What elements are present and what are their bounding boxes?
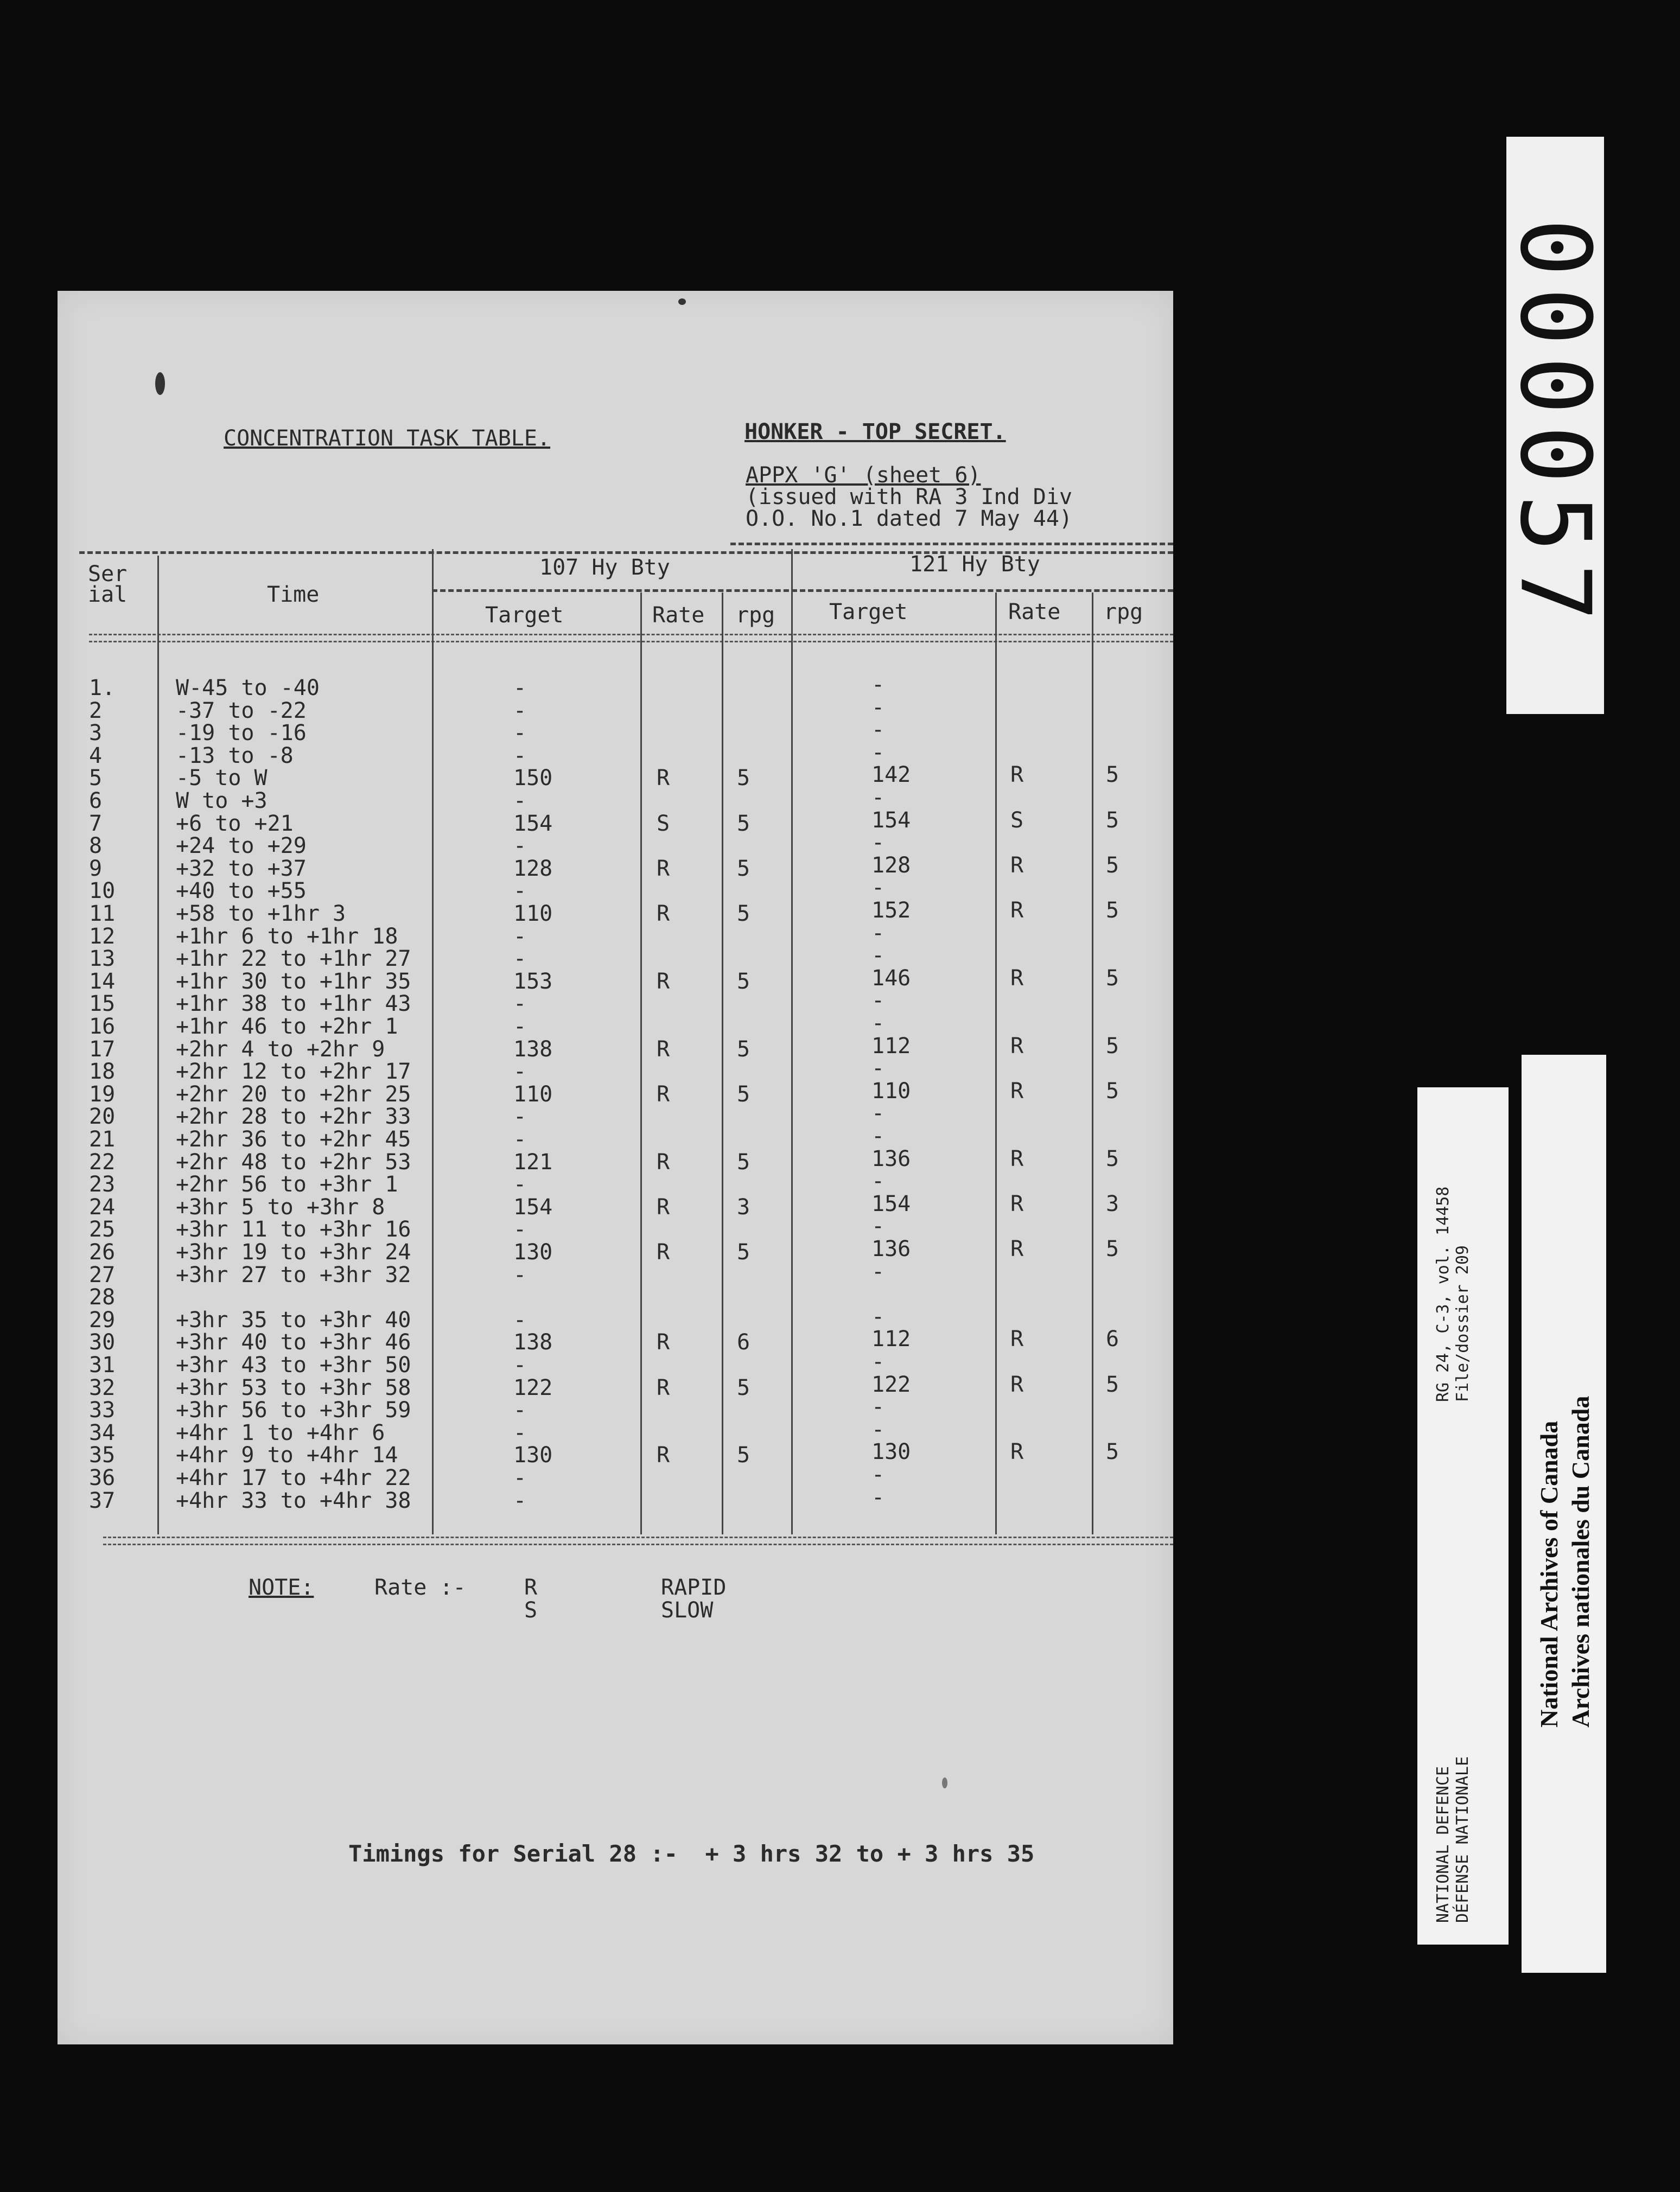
cell-serial: 25 bbox=[89, 1217, 116, 1242]
cell-serial: 28 bbox=[89, 1285, 116, 1310]
cell-time: +3hr 56 to +3hr 59 bbox=[176, 1398, 411, 1423]
cell-g1: 5 bbox=[737, 968, 750, 994]
table-rule bbox=[103, 1537, 1173, 1545]
cell-t1: 138 bbox=[513, 1036, 553, 1062]
note-label: NOTE: bbox=[249, 1575, 314, 1600]
cell-t2: - bbox=[871, 1124, 885, 1149]
cell-time: +2hr 12 to +2hr 17 bbox=[176, 1059, 411, 1085]
cell-g2: 5 bbox=[1106, 1237, 1119, 1261]
cell-r2: R bbox=[1010, 1033, 1024, 1059]
cell-serial: 17 bbox=[89, 1036, 116, 1062]
cell-t1: 121 bbox=[513, 1149, 553, 1175]
cell-g1: 5 bbox=[737, 1149, 750, 1175]
cell-serial: 15 bbox=[89, 991, 116, 1017]
cell-t2: - bbox=[871, 988, 885, 1014]
cell-time: +6 to +21 bbox=[176, 811, 294, 836]
cell-t2: - bbox=[871, 1101, 885, 1126]
cell-t2: 128 bbox=[871, 852, 911, 878]
cell-serial: 20 bbox=[89, 1104, 116, 1130]
cell-g2: 6 bbox=[1106, 1327, 1119, 1352]
cell-g1: 5 bbox=[737, 856, 750, 881]
cell-t2: - bbox=[871, 1259, 885, 1284]
cell-serial: 27 bbox=[89, 1262, 116, 1288]
cell-t2: - bbox=[871, 785, 885, 810]
cell-time: +3hr 5 to +3hr 8 bbox=[176, 1194, 385, 1220]
cell-time: +4hr 1 to +4hr 6 bbox=[176, 1420, 385, 1445]
cell-serial: 31 bbox=[89, 1353, 116, 1378]
cell-r2: R bbox=[1010, 1146, 1024, 1171]
battery-121-header: 121 Hy Bty bbox=[909, 552, 1040, 577]
cell-t2: - bbox=[871, 1349, 885, 1374]
cell-serial: 19 bbox=[89, 1081, 116, 1107]
cell-time: +40 to +55 bbox=[176, 878, 307, 904]
cell-t1: - bbox=[513, 1398, 527, 1423]
cell-g2: 5 bbox=[1106, 898, 1119, 923]
cell-serial: 13 bbox=[89, 946, 116, 972]
cell-g2: 5 bbox=[1106, 852, 1119, 878]
cell-g2: 5 bbox=[1106, 1372, 1119, 1397]
rate-header-107: Rate bbox=[652, 603, 705, 628]
cell-t1: - bbox=[513, 1262, 527, 1288]
cell-t2: - bbox=[871, 1417, 885, 1442]
cell-serial: 6 bbox=[89, 788, 103, 813]
cell-serial: 29 bbox=[89, 1307, 116, 1333]
frame-number-stamp bbox=[1499, 137, 1612, 714]
cell-r2: R bbox=[1010, 852, 1024, 878]
cell-t1: - bbox=[513, 1127, 527, 1152]
cell-serial: 9 bbox=[89, 856, 103, 881]
cell-t1: 154 bbox=[513, 1194, 553, 1220]
table-rule bbox=[730, 543, 1173, 545]
cell-t1: 110 bbox=[513, 901, 553, 926]
cell-time: -13 to -8 bbox=[176, 743, 294, 768]
cell-t2: - bbox=[871, 830, 885, 856]
cell-t2: 146 bbox=[871, 965, 911, 991]
cell-t1: 150 bbox=[513, 766, 553, 791]
battery-107-header: 107 Hy Bty bbox=[539, 555, 670, 580]
rpg-header-107: rpg bbox=[736, 603, 775, 628]
cell-r2: R bbox=[1010, 1078, 1024, 1104]
note-s-code: S bbox=[524, 1598, 538, 1623]
cell-r2: R bbox=[1010, 762, 1024, 788]
cell-r2: R bbox=[1010, 1237, 1024, 1261]
cell-t1: - bbox=[513, 788, 527, 813]
cell-t2: - bbox=[871, 1011, 885, 1036]
cell-time: +3hr 11 to +3hr 16 bbox=[176, 1217, 411, 1242]
cell-serial: 26 bbox=[89, 1240, 116, 1265]
cell-g2: 5 bbox=[1106, 1439, 1119, 1465]
archives-name: National Archives of Canada Archives nationales du Canada bbox=[1535, 1396, 1594, 1728]
table-column-rule bbox=[1092, 592, 1093, 1534]
cell-serial: 1. bbox=[89, 676, 116, 700]
cell-serial: 7 bbox=[89, 811, 103, 836]
cell-r1: R bbox=[657, 856, 670, 881]
cell-r2: R bbox=[1010, 1372, 1024, 1397]
cell-serial: 11 bbox=[89, 901, 116, 926]
cell-t1: 122 bbox=[513, 1375, 553, 1400]
cell-time: +2hr 48 to +2hr 53 bbox=[176, 1149, 411, 1175]
cell-r2: R bbox=[1010, 898, 1024, 923]
cell-t1: - bbox=[513, 1217, 527, 1242]
cell-t1: - bbox=[513, 833, 527, 859]
document-title: CONCENTRATION TASK TABLE. bbox=[224, 426, 551, 451]
cell-time: -5 to W bbox=[176, 766, 268, 791]
cell-serial: 35 bbox=[89, 1443, 116, 1468]
cell-t1: - bbox=[513, 1488, 527, 1513]
rate-header-121: Rate bbox=[1008, 600, 1061, 625]
cell-t2: 136 bbox=[871, 1146, 911, 1171]
cell-serial: 14 bbox=[89, 968, 116, 994]
cell-t1: 153 bbox=[513, 968, 553, 994]
cell-time: -19 to -16 bbox=[176, 721, 307, 746]
cell-time: +32 to +37 bbox=[176, 856, 307, 881]
issued-with-line1: (issued with RA 3 Ind Div bbox=[746, 485, 1073, 509]
cell-t1: - bbox=[513, 1420, 527, 1445]
cell-t2: - bbox=[871, 694, 885, 720]
cell-time: +2hr 4 to +2hr 9 bbox=[176, 1036, 385, 1062]
table-column-rule bbox=[157, 556, 159, 1534]
target-header-121: Target bbox=[829, 600, 908, 625]
note-s-meaning: SLOW bbox=[661, 1598, 714, 1623]
cell-t2: - bbox=[871, 740, 885, 765]
cell-t2: 130 bbox=[871, 1439, 911, 1465]
cell-time: +3hr 19 to +3hr 24 bbox=[176, 1240, 411, 1265]
cell-t1: - bbox=[513, 1014, 527, 1039]
cell-t2: - bbox=[871, 1169, 885, 1194]
cell-t1: - bbox=[513, 1353, 527, 1378]
cell-serial: 37 bbox=[89, 1488, 116, 1513]
table-column-rule bbox=[432, 549, 434, 1534]
cell-serial: 5 bbox=[89, 766, 103, 791]
cell-serial: 34 bbox=[89, 1420, 116, 1445]
cell-serial: 23 bbox=[89, 1172, 116, 1197]
cell-serial: 10 bbox=[89, 878, 116, 904]
cell-t1: - bbox=[513, 676, 527, 700]
cell-time: +3hr 27 to +3hr 32 bbox=[176, 1262, 411, 1288]
cell-time: +4hr 33 to +4hr 38 bbox=[176, 1488, 411, 1513]
cell-time: +2hr 28 to +2hr 33 bbox=[176, 1104, 411, 1130]
cell-g2: 5 bbox=[1106, 1146, 1119, 1171]
target-header-107: Target bbox=[485, 603, 564, 628]
cell-time: +58 to +1hr 3 bbox=[176, 901, 346, 926]
cell-serial: 4 bbox=[89, 743, 103, 768]
ink-mark bbox=[678, 298, 686, 305]
cell-t1: - bbox=[513, 721, 527, 746]
cell-t2: - bbox=[871, 1462, 885, 1487]
cell-time: +3hr 53 to +3hr 58 bbox=[176, 1375, 411, 1400]
cell-time: +1hr 22 to +1hr 27 bbox=[176, 946, 411, 972]
cell-t2: 122 bbox=[871, 1372, 911, 1397]
cell-t1: - bbox=[513, 1465, 527, 1490]
cell-serial: 33 bbox=[89, 1398, 116, 1423]
cell-time: +1hr 46 to +2hr 1 bbox=[176, 1014, 398, 1039]
cell-serial: 3 bbox=[89, 721, 103, 746]
table-column-rule bbox=[722, 592, 723, 1534]
serial-28-timing-footnote: Timings for Serial 28 :- + 3 hrs 32 to + 3 hrs 35 bbox=[348, 1840, 1035, 1867]
cell-t2: - bbox=[871, 920, 885, 946]
cell-t1: - bbox=[513, 1307, 527, 1333]
serial-header-2: ial bbox=[88, 582, 128, 607]
cell-time: W to +3 bbox=[176, 788, 268, 813]
cell-t1: 138 bbox=[513, 1330, 553, 1355]
cell-t1: 154 bbox=[513, 811, 553, 836]
cell-t1: - bbox=[513, 1104, 527, 1130]
cell-serial: 36 bbox=[89, 1465, 116, 1490]
cell-t1: 130 bbox=[513, 1240, 553, 1265]
cell-r2: R bbox=[1010, 965, 1024, 991]
cell-r1: R bbox=[657, 901, 670, 926]
cell-r1: R bbox=[657, 1375, 670, 1400]
cell-time: +3hr 43 to +3hr 50 bbox=[176, 1353, 411, 1378]
cell-t2: - bbox=[871, 672, 885, 697]
cell-serial: 32 bbox=[89, 1375, 116, 1400]
issued-with-line2: O.O. No.1 dated 7 May 44) bbox=[746, 506, 1073, 531]
cell-time: +1hr 6 to +1hr 18 bbox=[176, 923, 398, 949]
cell-r1: R bbox=[657, 1149, 670, 1175]
note-r-code: R bbox=[524, 1575, 538, 1600]
national-archives-label bbox=[1522, 1055, 1606, 1973]
cell-serial: 8 bbox=[89, 833, 103, 859]
cell-time: +2hr 36 to +2hr 45 bbox=[176, 1127, 411, 1152]
cell-r1: R bbox=[657, 766, 670, 791]
cell-g2: 3 bbox=[1106, 1191, 1119, 1216]
cell-time: +2hr 20 to +2hr 25 bbox=[176, 1081, 411, 1107]
cell-g1: 5 bbox=[737, 1081, 750, 1107]
cell-g2: 5 bbox=[1106, 1033, 1119, 1059]
cell-serial: 2 bbox=[89, 698, 103, 723]
cell-t1: 128 bbox=[513, 856, 553, 881]
cell-t1: 130 bbox=[513, 1443, 553, 1468]
cell-t1: 110 bbox=[513, 1081, 553, 1107]
frame-number: 000057 bbox=[1499, 218, 1612, 633]
cell-serial: 21 bbox=[89, 1127, 116, 1152]
note-r-meaning: RAPID bbox=[661, 1575, 727, 1600]
cell-r2: R bbox=[1010, 1439, 1024, 1465]
note-rate-label: Rate :- bbox=[374, 1575, 466, 1600]
cell-t1: - bbox=[513, 878, 527, 904]
table-rule bbox=[89, 634, 1173, 642]
cell-serial: 30 bbox=[89, 1330, 116, 1355]
cell-t2: - bbox=[871, 1214, 885, 1239]
cell-t1: - bbox=[513, 698, 527, 723]
table-rule bbox=[432, 589, 1173, 592]
cell-time: +2hr 56 to +3hr 1 bbox=[176, 1172, 398, 1197]
classification-heading: HONKER - TOP SECRET. bbox=[744, 419, 1006, 444]
cell-t2: - bbox=[871, 717, 885, 743]
cell-time: +4hr 17 to +4hr 22 bbox=[176, 1465, 411, 1490]
cell-t1: - bbox=[513, 1172, 527, 1197]
cell-g2: 5 bbox=[1106, 807, 1119, 833]
rpg-header-121: rpg bbox=[1104, 600, 1143, 625]
cell-t2: - bbox=[871, 1304, 885, 1329]
cell-r1: R bbox=[657, 1036, 670, 1062]
cell-t1: - bbox=[513, 923, 527, 949]
time-header: Time bbox=[267, 582, 320, 607]
cell-t2: - bbox=[871, 875, 885, 901]
cell-r2: R bbox=[1010, 1191, 1024, 1216]
cell-r1: R bbox=[657, 1240, 670, 1265]
cell-r1: R bbox=[657, 1194, 670, 1220]
cell-time: +1hr 30 to +1hr 35 bbox=[176, 968, 411, 994]
cell-t2: - bbox=[871, 1394, 885, 1420]
cell-t2: 152 bbox=[871, 898, 911, 923]
cell-r1: R bbox=[657, 968, 670, 994]
cell-t2: - bbox=[871, 943, 885, 968]
ink-mark bbox=[155, 372, 165, 395]
cell-g2: 5 bbox=[1106, 762, 1119, 788]
cell-serial: 22 bbox=[89, 1149, 116, 1175]
cell-g2: 5 bbox=[1106, 965, 1119, 991]
cell-g1: 3 bbox=[737, 1194, 750, 1220]
cell-g1: 5 bbox=[737, 901, 750, 926]
cell-r2: R bbox=[1010, 1327, 1024, 1352]
table-column-rule bbox=[640, 592, 642, 1534]
cell-time: -37 to -22 bbox=[176, 698, 307, 723]
cell-g2: 5 bbox=[1106, 1078, 1119, 1104]
cell-t1: - bbox=[513, 946, 527, 972]
cell-serial: 16 bbox=[89, 1014, 116, 1039]
ink-mark bbox=[942, 1777, 947, 1788]
cell-g1: 6 bbox=[737, 1330, 750, 1355]
cell-t2: 142 bbox=[871, 762, 911, 788]
cell-t2: - bbox=[871, 1484, 885, 1510]
table-column-rule bbox=[791, 549, 793, 1534]
national-defence-label bbox=[1417, 1087, 1509, 1945]
cell-r1: R bbox=[657, 1443, 670, 1468]
cell-g1: 5 bbox=[737, 1443, 750, 1468]
appendix-reference: APPX 'G' (sheet 6) bbox=[746, 463, 981, 488]
table-column-rule bbox=[995, 592, 997, 1534]
cell-t2: 110 bbox=[871, 1078, 911, 1104]
cell-g1: 5 bbox=[737, 1036, 750, 1062]
cell-serial: 18 bbox=[89, 1059, 116, 1085]
cell-time: +24 to +29 bbox=[176, 833, 307, 859]
cell-r2: S bbox=[1010, 807, 1024, 833]
cell-t1: - bbox=[513, 991, 527, 1017]
cell-time: +3hr 40 to +3hr 46 bbox=[176, 1330, 411, 1355]
cell-r1: R bbox=[657, 1330, 670, 1355]
cell-t2: 112 bbox=[871, 1033, 911, 1059]
cell-t1: - bbox=[513, 1059, 527, 1085]
cell-time: +1hr 38 to +1hr 43 bbox=[176, 991, 411, 1017]
cell-t2: 154 bbox=[871, 807, 911, 833]
cell-t2: 112 bbox=[871, 1327, 911, 1352]
cell-serial: 12 bbox=[89, 923, 116, 949]
cell-t1: - bbox=[513, 743, 527, 768]
cell-r1: S bbox=[657, 811, 670, 836]
cell-time: +3hr 35 to +3hr 40 bbox=[176, 1307, 411, 1333]
archive-reference: RG 24, C-3, vol. 14458 File/dossier 209 bbox=[1434, 1186, 1472, 1402]
cell-g1: 5 bbox=[737, 1240, 750, 1265]
cell-g1: 5 bbox=[737, 766, 750, 791]
dept-name: NATIONAL DEFENCE DÉFENSE NATIONALE bbox=[1434, 1756, 1472, 1923]
cell-t2: 136 bbox=[871, 1237, 911, 1261]
cell-serial: 24 bbox=[89, 1194, 116, 1220]
cell-g1: 5 bbox=[737, 811, 750, 836]
cell-g1: 5 bbox=[737, 1375, 750, 1400]
cell-t2: - bbox=[871, 1056, 885, 1081]
serial-header-1: Ser bbox=[88, 562, 128, 587]
document-page bbox=[58, 291, 1173, 2044]
cell-r1: R bbox=[657, 1081, 670, 1107]
cell-time: +4hr 9 to +4hr 14 bbox=[176, 1443, 398, 1468]
cell-t2: 154 bbox=[871, 1191, 911, 1216]
cell-time: W-45 to -40 bbox=[176, 676, 320, 700]
